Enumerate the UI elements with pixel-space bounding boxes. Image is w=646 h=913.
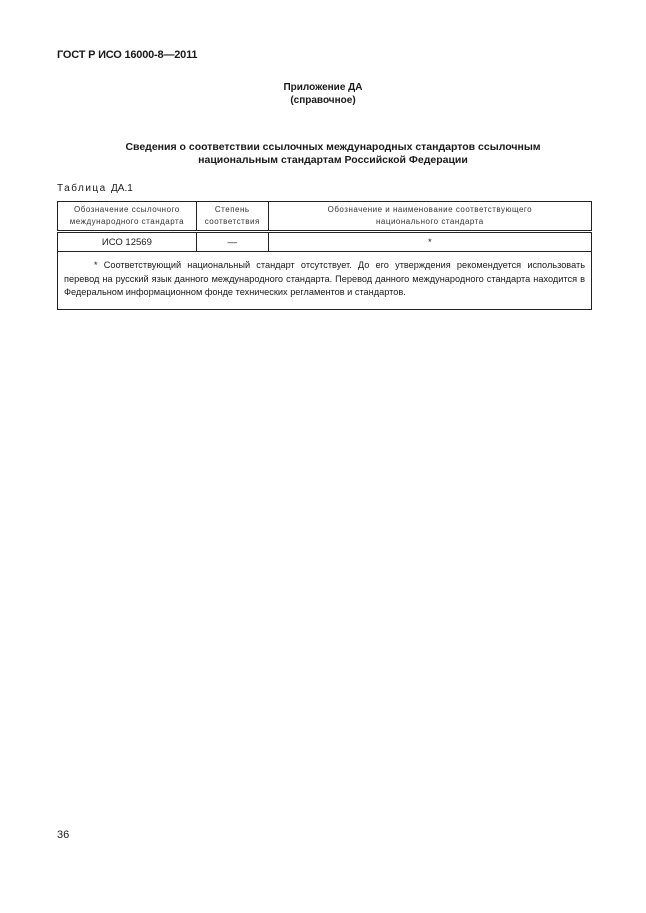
table-label-number: ДА.1	[111, 183, 133, 194]
table-footnote-text: * Соответствующий национальный стандарт отсутствует. До его утверждения рекомендуется использовать перевод на русский язык данного международного стандарта. Перевод данного международного стандарта находится в Федеральном информационном фонде технических регламентов и стандартов.	[64, 260, 585, 297]
table-header-row	[58, 202, 592, 232]
column-header-international-standard	[58, 202, 197, 232]
section-heading	[90, 141, 576, 167]
column-header-national-standard	[268, 202, 591, 232]
table-footnote-cell	[58, 252, 592, 310]
cell-degree: —	[196, 232, 268, 252]
section-heading-line-1: Сведения о соответствии ссылочных международных стандартов ссылочным	[125, 141, 541, 153]
table-footnote-row	[58, 252, 592, 310]
column-header-line: Обозначение ссылочного	[74, 205, 180, 214]
cell-national-standard: *	[268, 232, 591, 252]
correspondence-table	[57, 201, 592, 310]
cell-international-standard: ИСО 12569	[58, 232, 197, 252]
page-number: 36	[57, 829, 70, 841]
column-header-line: национального стандарта	[376, 217, 484, 226]
appendix-title: Приложение ДА	[283, 82, 363, 93]
table-label	[57, 183, 133, 194]
appendix-block	[0, 81, 646, 107]
table-row	[58, 232, 592, 252]
column-header-line: международного стандарта	[69, 217, 185, 226]
column-header-line: Обозначение и наименование соответствующего	[327, 205, 533, 214]
column-header-line: соответствия	[204, 217, 260, 226]
table-label-word: Таблица	[57, 183, 107, 194]
column-header-degree	[196, 202, 268, 232]
section-heading-line-2: национальным стандартам Российской Федерации	[198, 154, 468, 166]
document-header-standard-id: ГОСТ Р ИСО 16000-8—2011	[57, 49, 198, 61]
appendix-subtitle: (справочное)	[290, 95, 356, 106]
column-header-line: Степень	[214, 205, 250, 214]
